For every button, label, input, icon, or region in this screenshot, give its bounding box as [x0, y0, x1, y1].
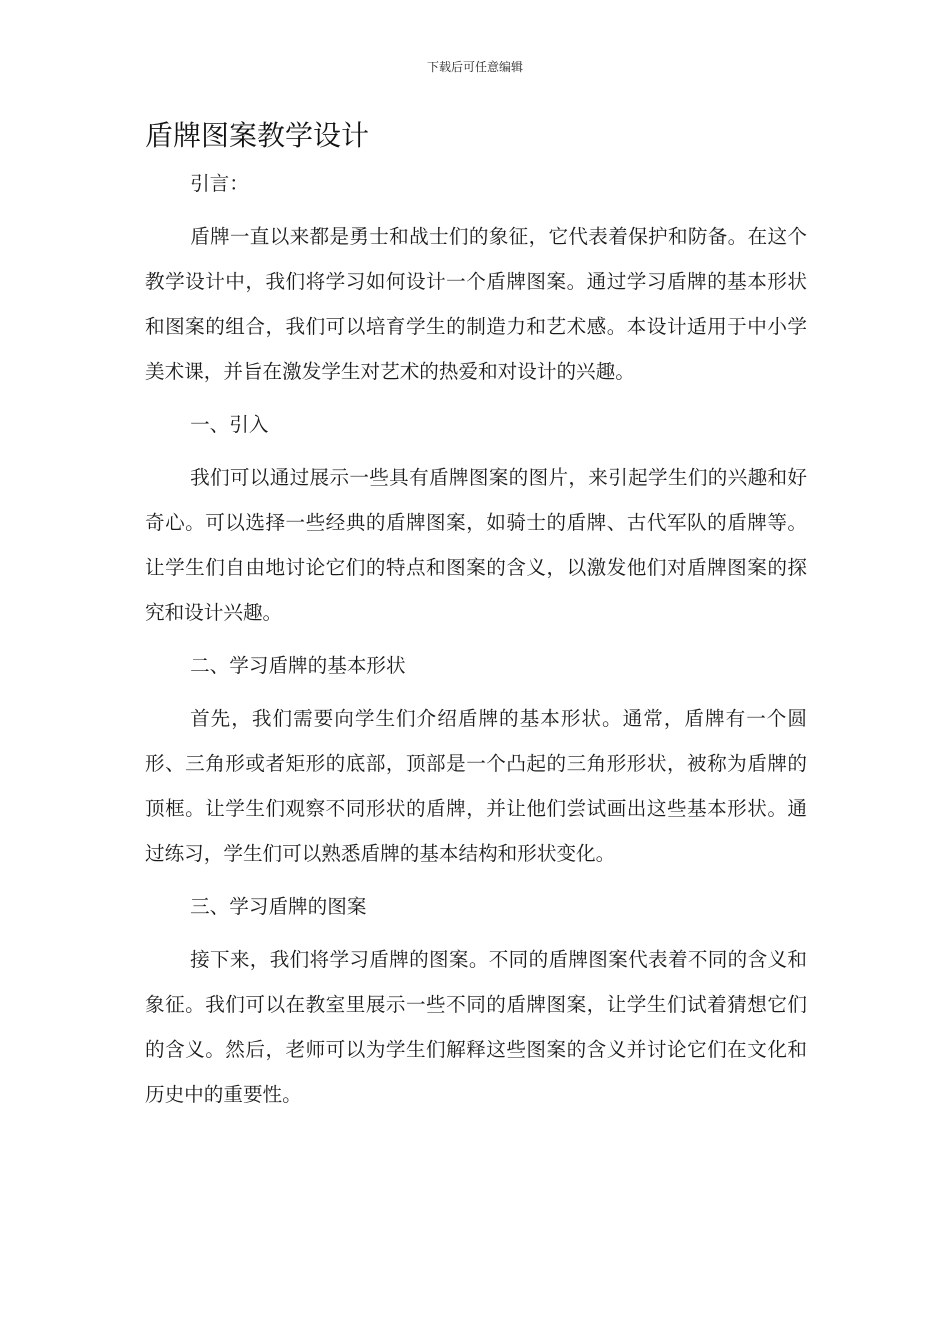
section-heading-2: 二、学习盾牌的基本形状 [190, 654, 406, 677]
section-heading-1: 一、引入 [190, 413, 269, 436]
document-body [145, 161, 807, 1117]
section-heading-3: 三、学习盾牌的图案 [190, 895, 367, 918]
page-header: 下载后可任意编辑 [426, 60, 523, 74]
section-1-paragraph: 我们可以通过展示一些具有盾牌图案的图片，来引起学生们的兴趣和好奇心。可以选择一些经典的盾牌图案，如骑士的盾牌、古代军队的盾牌等。让学生们自由地讨论它们的特点和图案的含义，以激发他们对盾牌图案的探究和设计兴趣。 [145, 466, 807, 624]
section-3-paragraph: 接下来，我们将学习盾牌的图案。不同的盾牌图案代表着不同的含义和象征。我们可以在教室里展示一些不同的盾牌图案，让学生们试着猜想它们的含义。然后，老师可以为学生们解释这些图案的含义并讨论它们在文化和历史中的重要性。 [145, 948, 807, 1106]
intro-paragraph: 盾牌一直以来都是勇士和战士们的象征，它代表着保护和防备。在这个教学设计中，我们将学习如何设计一个盾牌图案。通过学习盾牌的基本形状和图案的组合，我们可以培育学生的制造力和艺术感。本设计适用于中小学美术课，并旨在激发学生对艺术的热爱和对设计的兴趣。 [145, 225, 807, 383]
document-title: 盾牌图案教学设计 [145, 119, 370, 152]
intro-label: 引言： [190, 172, 249, 195]
section-2-paragraph: 首先，我们需要向学生们介绍盾牌的基本形状。通常，盾牌有一个圆形、三角形或者矩形的底部，顶部是一个凸起的三角形形状，被称为盾牌的顶框。让学生们观察不同形状的盾牌，并让他们尝试画出这些基本形状。通过练习，学生们可以熟悉盾牌的基本结构和形状变化。 [145, 707, 807, 865]
